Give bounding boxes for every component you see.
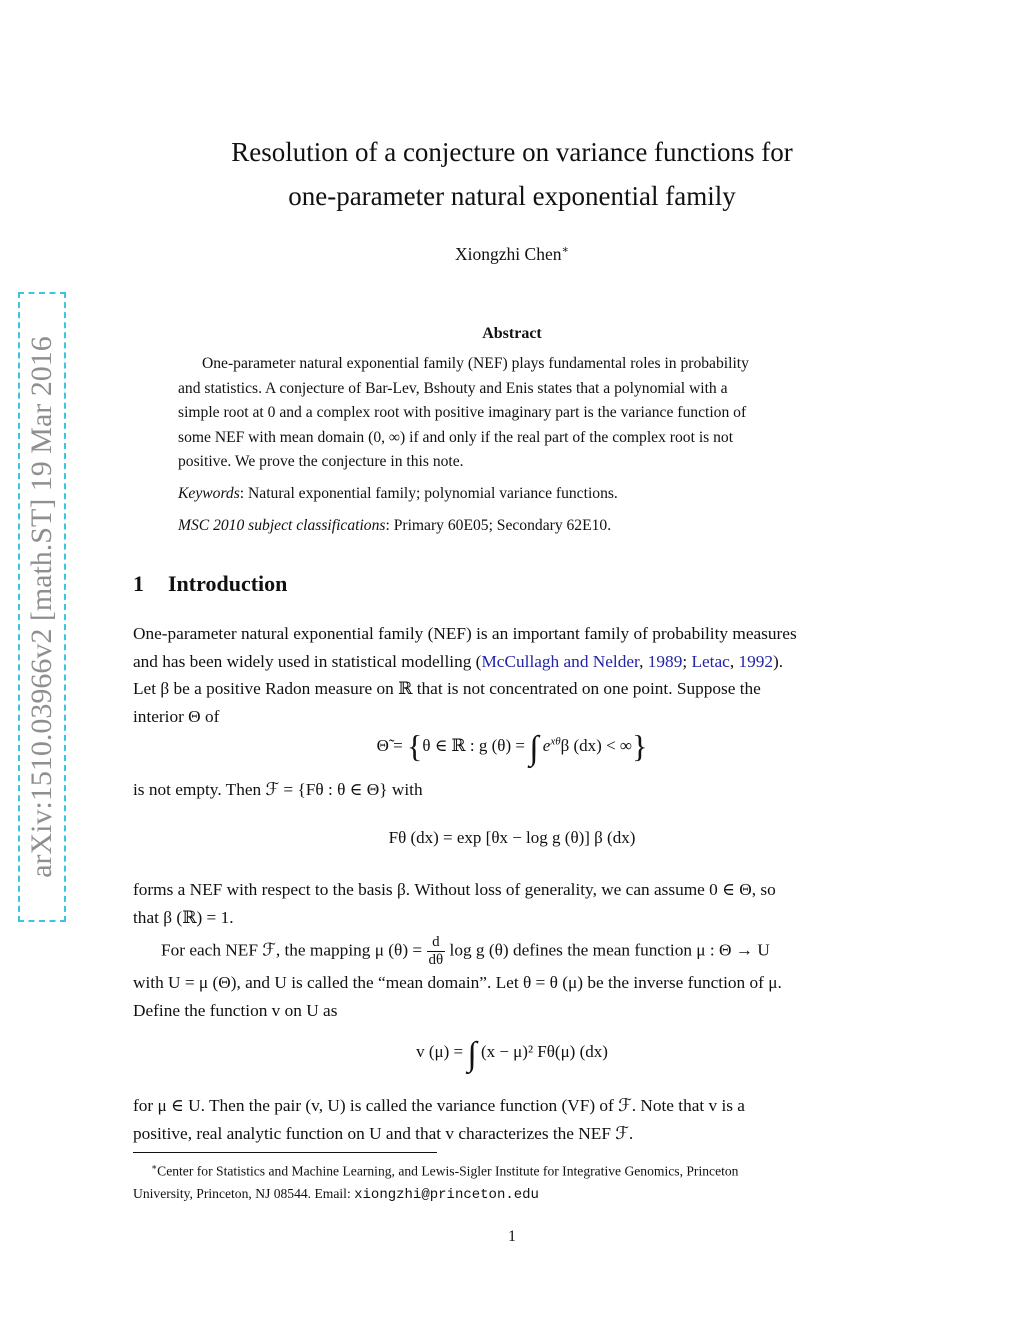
abstract-line: One-parameter natural exponential family (NEF) plays fundamental roles in probability [202,355,749,372]
abstract-heading: Abstract [482,325,542,342]
keywords-text: : Natural exponential family; polynomial variance functions. [239,485,618,502]
arxiv-stamp-text: arXiv:1510.03966v2 [math.ST] 19 Mar 2016 [25,336,58,878]
intro-paragraph-4 [133,934,893,1024]
citation-mccullagh-year-link[interactable]: 1989 [647,651,683,671]
fraction-numerator: d [427,934,446,952]
equation-theta-tilde: Θ̃ = {θ ∈ ℝ : g (θ) = ∫ $e^{x\theta}\beta$ (dx) < ∞} [376,728,648,767]
abstract-line: positive. We prove the conjecture in this note. [178,453,464,470]
footnote-email-link[interactable]: xiongzhi@princeton.edu [354,1186,539,1203]
text-line: with U = μ (Θ), and U is called the “mean domain”. Let θ = θ (μ) be the inverse function of μ. [133,973,782,992]
intro-paragraph-2: is not empty. Then ℱ = {Fθ : θ ∈ Θ} with [133,780,423,799]
text-line: One-parameter natural exponential family (NEF) is an important family of probability measures [133,624,797,643]
abstract-line: simple root at 0 and a complex root with positive imaginary part is the variance function of [178,404,747,421]
msc-text: : Primary 60E05; Secondary 62E10. [385,517,612,534]
text-line: For each NEF ℱ, the mapping μ (θ) = $\frac{d}{d\theta}$ log g (θ) defines the mean function μ : Θ → U [161,934,770,968]
msc-line [178,514,846,539]
abstract-line: some NEF with mean domain (0, ∞) if and only if the real part of the complex root is not [178,428,734,446]
page-number: 1 [508,1228,516,1245]
intro-paragraph-1 [133,620,893,730]
section-heading [133,571,287,597]
author-footnote-mark: ∗ [561,244,569,256]
section-number: 1 [133,571,144,596]
msc-label: MSC 2010 subject classifications [178,517,386,534]
footnote [133,1156,893,1206]
footnote-rule [133,1152,437,1153]
text-line: positive, real analytic function on U and that v characterizes the NEF ℱ. [133,1123,634,1143]
paper-title-line-2: one-parameter natural exponential family [288,181,736,211]
citation-letac-link[interactable]: Letac [691,651,730,671]
text-line: that β (ℝ) = 1. [133,907,234,927]
fraction-denominator: dθ [428,952,444,968]
paper-title-line-1: Resolution of a conjecture on variance functions for [231,137,793,167]
text-line: forms a NEF with respect to the basis β. Without loss of generality, we can assume 0 ∈ Θ, so [133,880,776,899]
text-line: and has been widely used in statistical modelling (McCullagh and Nelder, 1989; Letac, 1992). [133,651,784,671]
keywords-line [178,482,846,507]
footnote-line: ∗Center for Statistics and Machine Learning, and Lewis-Sigler Institute for Integrative Genomics, Princeton [151,1162,739,1179]
intro-paragraph-3 [133,876,893,931]
abstract-line: and statistics. A conjecture of Bar-Lev, Bshouty and Enis states that a polynomial with a [178,379,728,397]
footnote-line: University, Princeton, NJ 08544. Email: xiongzhi@princeton.edu [133,1185,539,1203]
citation-letac-year-link[interactable]: 1992 [738,651,774,671]
author-line [0,243,1024,265]
equation-variance-function: v (μ) = ∫ (x − μ)² Fθ(μ) (dx) [416,1036,608,1073]
text-line: Let β be a positive Radon measure on ℝ that is not concentrated on one point. Suppose the [133,679,761,699]
text-line: for μ ∈ U. Then the pair (v, U) is called the variance function (VF) of ℱ. Note that v is a [133,1096,745,1115]
text-line: interior Θ of [133,706,220,726]
keywords-label: Keywords [178,485,240,502]
section-title: Introduction [168,571,288,596]
abstract-body [178,352,846,475]
intro-paragraph-5 [133,1092,893,1147]
author-name: Xiongzhi Chen [455,243,562,264]
citation-mccullagh-link[interactable]: McCullagh and Nelder [481,651,640,671]
equation-f-theta: Fθ (dx) = exp [θx − log g (θ)] β (dx) [388,828,636,847]
text-line: Define the function v on U as [133,1000,338,1020]
